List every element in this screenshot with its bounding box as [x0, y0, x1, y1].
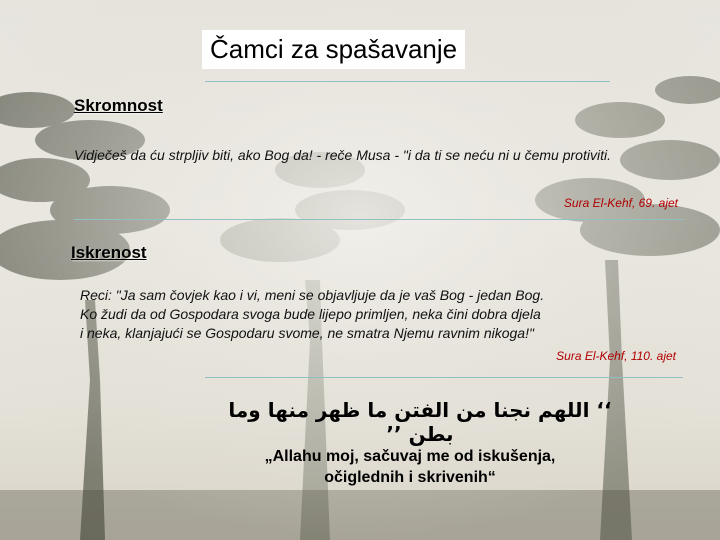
section-source-skromnost: Sura El-Kehf, 69. ajet: [563, 196, 678, 210]
section-heading-skromnost: Skromnost: [74, 96, 163, 115]
section-divider-2: [205, 377, 683, 378]
quote-line: i neka, klanjajući se Gospodaru svome, ne smatra Njemu ravnim nikoga!": [80, 325, 534, 341]
translation-line: očiglednih i skrivenih“: [324, 469, 496, 486]
quote-line: Ko žudi da od Gospodara svoga bude lijepo primljen, neka čini dobra djela: [80, 306, 541, 322]
title-box: [202, 30, 465, 69]
section-source-iskrenost: Sura El-Kehf, 110. ajet: [556, 349, 676, 363]
quote-line: Reci: "Ja sam čovjek kao i vi, meni se objavljuje da je vaš Bog - jedan Bog.: [80, 287, 545, 303]
section-heading-iskrenost: Iskrenost: [71, 243, 147, 262]
slide-title: Čamci za spašavanje: [210, 34, 458, 64]
translation-line: „Allahu moj, sačuvaj me od iskušenja,: [264, 448, 556, 465]
section-quote-skromnost: Vidječeš da ću strpljiv biti, ako Bog da! - reče Musa - "i da ti se neću ni u čemu protiviti.: [74, 147, 611, 163]
title-divider: [205, 81, 610, 82]
dua-arabic-text: ‘‘ اللهم نجنا من الفتن ما ظهر منها وما بطن ’’: [228, 398, 612, 446]
section-divider-1: [74, 219, 684, 220]
dua-translation: [210, 446, 610, 488]
